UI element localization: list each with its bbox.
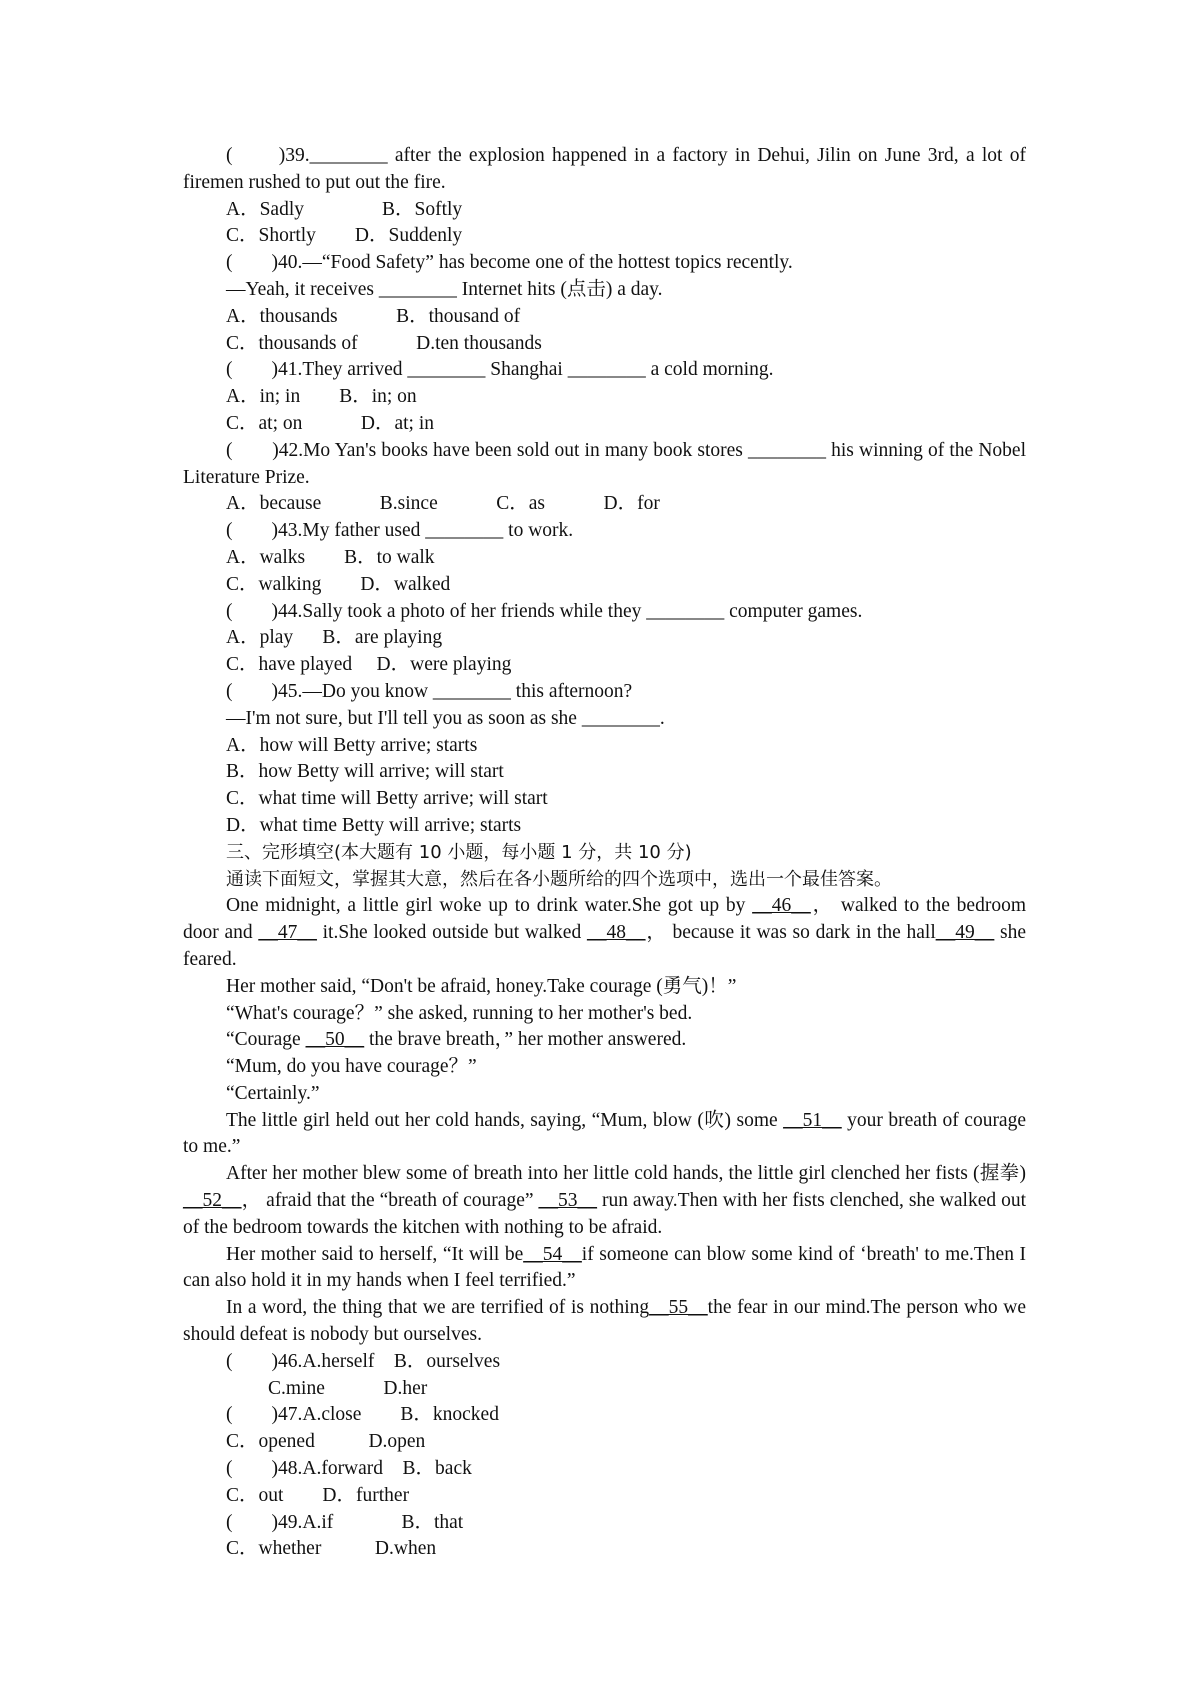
question-43-stem: ( )43.My father used ________ to work. xyxy=(226,520,574,542)
passage-text: ， because it was so dark in the hall xyxy=(645,922,936,944)
blank-47: __47__ xyxy=(258,922,317,944)
question-42-stem: ( )42.Mo Yan's books have been sold out in many book stores ________ his winning of the Nobel Literature Prize. xyxy=(183,439,1026,488)
blank-49: __49__ xyxy=(935,922,995,944)
cloze-48-options-1: ( )48.A.forward B．back xyxy=(226,1458,472,1480)
blank-51: __51__ xyxy=(783,1109,842,1131)
question-40-options-2: C．thousands of D.ten thousands xyxy=(226,332,542,354)
question-39-options-2: C．Shortly D．Suddenly xyxy=(226,225,463,247)
question-45-option-c: C．what time will Betty arrive; will start xyxy=(226,788,548,810)
cloze-47-options-2: C．opened D.open xyxy=(226,1431,426,1453)
passage-text: she feared. xyxy=(183,922,1026,970)
question-39-stem: ( )39.________ after the explosion happened in a factory in Dehui, Jilin on June 3rd, a lot of firemen rushed to put out the fire. xyxy=(183,145,1026,193)
question-45-stem: ( )45.—Do you know ________ this afternoon? xyxy=(226,680,633,702)
passage-text: run away.Then with her fists clenched, she walked out of the bedroom towards the kitchen with nothing to be afraid. xyxy=(183,1190,1026,1238)
passage-paragraph-10 xyxy=(183,1295,1026,1349)
passage-paragraph-7 xyxy=(183,1108,1026,1162)
blank-54: __54__ xyxy=(523,1243,582,1265)
passage-text: “Courage xyxy=(226,1029,306,1051)
blank-50: __50__ xyxy=(305,1029,365,1051)
passage-text: it.She looked outside but walked xyxy=(316,922,587,944)
question-45-option-a: A．how will Betty arrive; starts xyxy=(226,734,478,756)
passage-text: The little girl held out her cold hands, saying, “Mum, blow (吹) some xyxy=(226,1109,784,1131)
section-instructions xyxy=(183,867,1026,894)
question-40-stem-reply: —Yeah, it receives ________ Internet hits (点击) a day. xyxy=(226,278,663,300)
blank-55: __55__ xyxy=(649,1297,708,1319)
question-44-options-2: C．have played D．were playing xyxy=(226,654,512,676)
question-45-option-d: D．what time Betty will arrive; starts xyxy=(226,814,522,836)
passage-paragraph-2: Her mother said, “Don't be afraid, honey.Take courage (勇气)！” xyxy=(226,975,737,997)
blank-48: __48__ xyxy=(586,922,646,944)
cloze-47-options-1: ( )47.A.close B．knocked xyxy=(226,1404,499,1426)
question-41-options-2: C．at; on D．at; in xyxy=(226,412,434,434)
passage-paragraph-5: “Mum, do you have courage？” xyxy=(226,1056,477,1078)
section-instructions-text: 通读下面短文，掌握其大意，然后在各小题所给的四个选项中，选出一个最佳答案。 xyxy=(226,868,892,890)
question-44-stem: ( )44.Sally took a photo of her friends while they ________ computer games. xyxy=(226,600,863,622)
question-41-options-1: A．in; in B．in; on xyxy=(226,386,417,408)
question-45-option-b: B．how Betty will arrive; will start xyxy=(226,761,504,783)
question-43-options-2: C．walking D．walked xyxy=(226,573,451,595)
question-42-options-1: A．because B.since C．as D．for xyxy=(226,493,660,515)
cloze-46-options-1: ( )46.A.herself B．ourselves xyxy=(226,1350,501,1372)
passage-paragraph-3: “What's courage？” she asked, running to her mother's bed. xyxy=(226,1002,693,1024)
passage-paragraph-8 xyxy=(183,1161,1026,1241)
blank-53: __53__ xyxy=(538,1190,597,1212)
question-40-options-1: A．thousands B．thousand of xyxy=(226,305,521,327)
passage-text: In a word, the thing that we are terrified of is nothing xyxy=(226,1297,650,1319)
passage-text: ， afraid that the “breath of courage” xyxy=(241,1190,539,1212)
cloze-49-options-1: ( )49.A.if B．that xyxy=(226,1511,464,1533)
question-40-stem: ( )40.—“Food Safety” has become one of the hottest topics recently. xyxy=(226,252,793,274)
passage-text: your breath of courage to me.” xyxy=(183,1109,1026,1158)
passage-paragraph-4 xyxy=(183,1027,1026,1054)
passage-text: if someone can blow some kind of ‘breath' to me.Then I can also hold it in my hands when I feel terrified.” xyxy=(183,1243,1027,1292)
question-39-options-1: A．Sadly B．Softly xyxy=(226,198,463,220)
passage-paragraph-1 xyxy=(183,893,1026,973)
blank-46: __46__ xyxy=(752,895,811,917)
cloze-46-options-2: C.mine D.her xyxy=(268,1377,428,1399)
cloze-48-options-2: C．out D．further xyxy=(226,1484,410,1506)
question-44-options-1: A．play B．are playing xyxy=(226,627,443,649)
section-heading xyxy=(183,840,1026,867)
section-heading-text: 三、完形填空(本大题有 10 小题，每小题 1 分，共 10 分) xyxy=(226,841,692,863)
passage-text: ， walked to the bedroom door and xyxy=(183,895,1026,944)
document-page xyxy=(183,143,1026,1563)
passage-text: the brave breath，” her mother answered. xyxy=(364,1029,687,1051)
passage-text: One midnight, a little girl woke up to drink water.She got up by xyxy=(226,895,753,917)
question-45-stem-reply: —I'm not sure, but I'll tell you as soon as she ________. xyxy=(226,707,665,729)
question-41-stem: ( )41.They arrived ________ Shanghai ________ a cold morning. xyxy=(226,359,774,381)
cloze-49-options-2: C．whether D.when xyxy=(226,1538,437,1560)
passage-text: Her mother said to herself, “It will be xyxy=(226,1243,524,1265)
passage-text: After her mother blew some of breath into her little cold hands, the little girl clenched her fists (握拳) xyxy=(226,1163,1026,1185)
passage-text: the fear in our mind.The person who we should defeat is nobody but ourselves. xyxy=(183,1297,1026,1346)
passage-paragraph-9 xyxy=(183,1242,1026,1296)
passage-paragraph-6: “Certainly.” xyxy=(226,1082,320,1104)
blank-52: __52__ xyxy=(183,1190,242,1212)
question-43-options-1: A．walks B．to walk xyxy=(226,546,435,568)
